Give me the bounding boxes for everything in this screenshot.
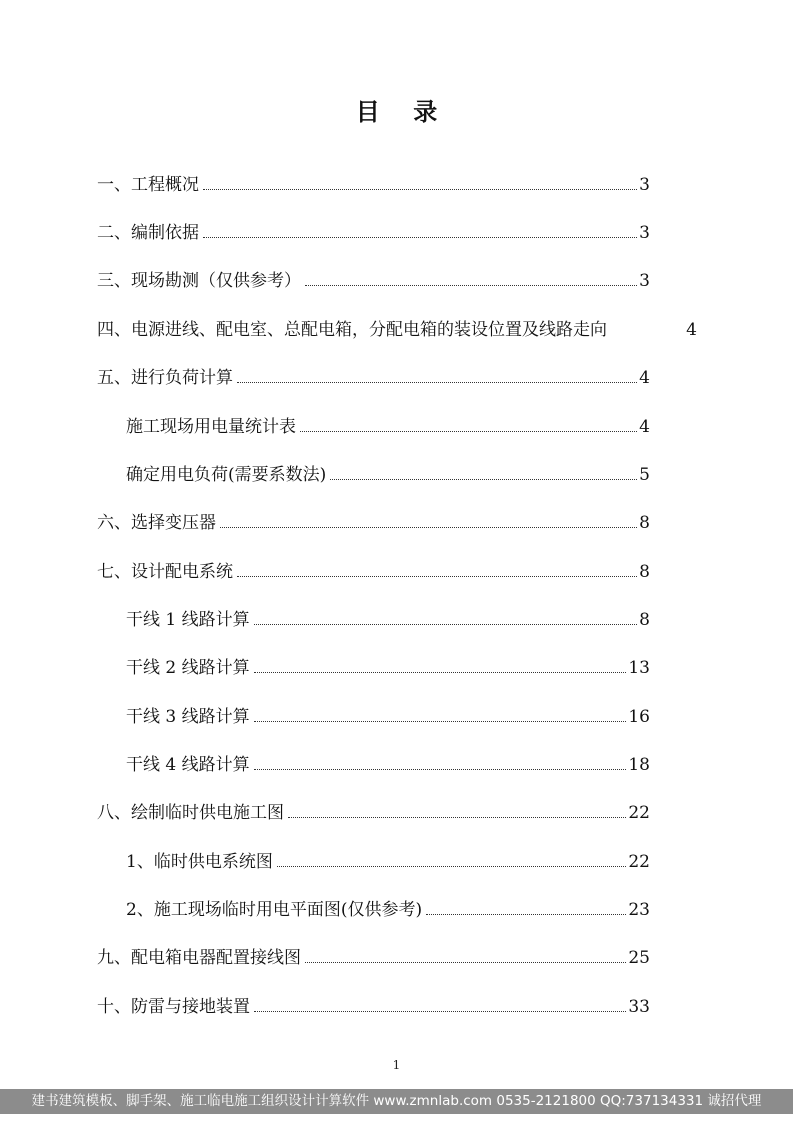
toc-entry-label: 干线 3 线路计算 xyxy=(126,707,250,727)
toc-entry[interactable] xyxy=(126,895,650,921)
toc-entry-page: 23 xyxy=(628,900,650,920)
toc-entry[interactable] xyxy=(126,460,650,486)
toc-entry-page: 3 xyxy=(639,223,650,243)
dot-leader xyxy=(426,914,626,915)
dot-leader xyxy=(254,672,627,673)
toc-entry[interactable] xyxy=(126,605,650,631)
toc-entry-page: 25 xyxy=(628,948,650,968)
toc-entry-label: 十、防雷与接地装置 xyxy=(97,997,250,1017)
dot-leader xyxy=(254,769,627,770)
toc-entry-page: 18 xyxy=(628,755,650,775)
toc-entry-label: 七、设计配电系统 xyxy=(97,562,233,582)
dot-leader xyxy=(277,866,627,867)
toc-entry-page: 16 xyxy=(628,707,650,727)
dot-leader xyxy=(330,479,637,480)
dot-leader xyxy=(288,817,626,818)
toc-entry-page: 4 xyxy=(639,368,650,388)
toc-entry-label: 一、工程概况 xyxy=(97,175,199,195)
toc-entry[interactable] xyxy=(97,508,650,534)
toc-entry-label: 1、临时供电系统图 xyxy=(126,852,273,872)
toc-entry-label: 干线 4 线路计算 xyxy=(126,755,250,775)
toc-entry-page: 22 xyxy=(628,803,650,823)
toc-entry-label: 三、现场勘测（仅供参考） xyxy=(97,271,301,291)
toc-entry-label: 干线 1 线路计算 xyxy=(126,610,250,630)
toc-entry-page: 8 xyxy=(639,610,650,630)
toc-entry[interactable] xyxy=(126,847,650,873)
toc-entry-label: 六、选择变压器 xyxy=(97,513,216,533)
toc-entry-page: 33 xyxy=(628,997,650,1017)
toc-entry-page: 4 xyxy=(639,417,650,437)
toc-entry-label: 五、进行负荷计算 xyxy=(97,368,233,388)
toc-entry[interactable] xyxy=(126,653,650,679)
dot-leader xyxy=(300,431,637,432)
toc-entry[interactable] xyxy=(97,557,650,583)
toc-entry[interactable] xyxy=(97,315,697,341)
toc-entry-label: 确定用电负荷(需要系数法) xyxy=(126,465,327,485)
toc-entry-page: 8 xyxy=(639,562,650,582)
toc-entry-page: 3 xyxy=(639,271,650,291)
page-number: 1 xyxy=(392,1058,401,1072)
dot-leader xyxy=(305,962,626,963)
dot-leader xyxy=(203,189,637,190)
dot-leader xyxy=(254,721,627,722)
toc-entry-page: 5 xyxy=(639,465,650,485)
toc-entry[interactable] xyxy=(126,750,650,776)
dot-leader xyxy=(254,1011,626,1012)
toc-entry[interactable] xyxy=(97,266,650,292)
toc-entry-page: 8 xyxy=(639,513,650,533)
toc-entry-label: 干线 2 线路计算 xyxy=(126,658,250,678)
toc-entry[interactable] xyxy=(126,702,650,728)
toc-entry[interactable] xyxy=(126,412,650,438)
toc-entry[interactable] xyxy=(97,798,650,824)
toc-entry-label: 九、配电箱电器配置接线图 xyxy=(97,948,301,968)
dot-leader xyxy=(203,237,637,238)
toc-entry[interactable] xyxy=(97,992,650,1018)
page-title: 目 录 xyxy=(355,97,438,126)
toc-entry-page: 22 xyxy=(628,852,650,872)
dot-leader xyxy=(220,527,637,528)
dot-leader xyxy=(254,624,638,625)
toc-entry-page: 3 xyxy=(639,175,650,195)
toc-entry[interactable] xyxy=(97,943,650,969)
dot-leader xyxy=(237,576,637,577)
toc-entry-label: 施工现场用电量统计表 xyxy=(126,417,296,437)
toc-entry-label: 2、施工现场临时用电平面图(仅供参考) xyxy=(126,900,423,920)
toc-entry-label: 二、编制依据 xyxy=(97,223,199,243)
toc-entry[interactable] xyxy=(97,170,650,196)
toc-entry-label: 八、绘制临时供电施工图 xyxy=(97,803,284,823)
toc-entry-page: 13 xyxy=(628,658,650,678)
toc-entry[interactable] xyxy=(97,363,650,389)
toc-entry[interactable] xyxy=(97,218,650,244)
dot-leader xyxy=(237,382,637,383)
toc-entry-page: 4 xyxy=(686,320,697,340)
footer-banner: 建书建筑模板、脚手架、施工临电施工组织设计计算软件 www.zmnlab.com 0535-2121800 QQ:737134331 诚招代理 xyxy=(0,1089,793,1114)
dot-leader xyxy=(305,285,637,286)
toc-entry-label: 四、电源进线、配电室、总配电箱，分配电箱的装设位置及线路走向 xyxy=(97,320,607,340)
